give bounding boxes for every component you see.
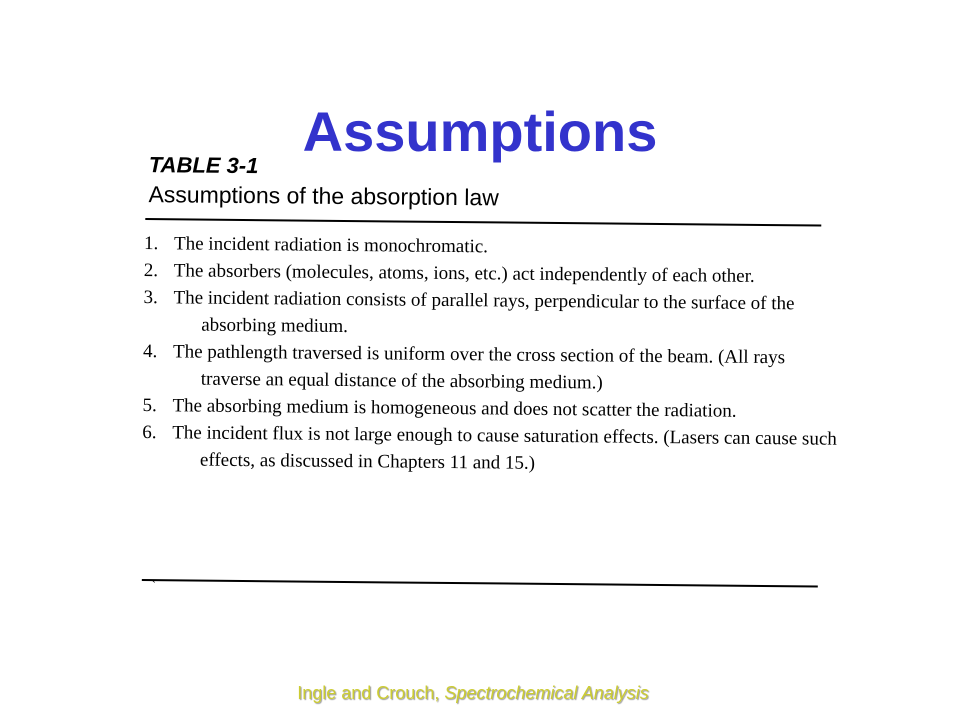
table-caption: Assumptions of the absorption law [148,181,499,211]
table-top-rule [145,218,821,226]
item-number: 3. [143,287,158,309]
source-credit [0,682,946,704]
assumptions-list [142,230,837,480]
item-text: The incident flux is not large enough to cause saturation effects. (Lasers can cause such effects, as discussed in Chapters 11 and 15.) [172,422,837,474]
list-item [142,419,837,480]
scan-mark: ˏ [151,569,156,584]
item-number: 6. [142,422,157,444]
item-text: The pathlength traversed is uniform over the cross section of the beam. (All rays traverse an equal distance of the absorbing medium.) [172,341,786,394]
item-number: 2. [143,260,159,282]
item-text: The absorbers (molecules, atoms, ions, etc.) act independently of each other. [173,260,755,287]
credit-book-title: Spectrochemical Analysis [444,683,649,703]
table-label: TABLE 3-1 [148,152,259,179]
list-item [143,338,833,399]
item-text: The incident radiation consists of parallel rays, perpendicular to the surface of the absorbing medium. [173,287,795,338]
item-number: 1. [143,233,159,255]
slide-title: Assumptions [302,99,658,163]
list-item [143,284,833,345]
item-number: 4. [142,341,158,363]
item-text: The absorbing medium is homogeneous and does not scatter the radiation. [172,395,737,422]
scanned-table [136,146,840,613]
item-number: 5. [142,395,157,417]
credit-authors: Ingle and Crouch, [297,683,445,703]
table-bottom-rule [142,579,818,587]
item-text: The incident radiation is monochromatic. [173,233,489,258]
